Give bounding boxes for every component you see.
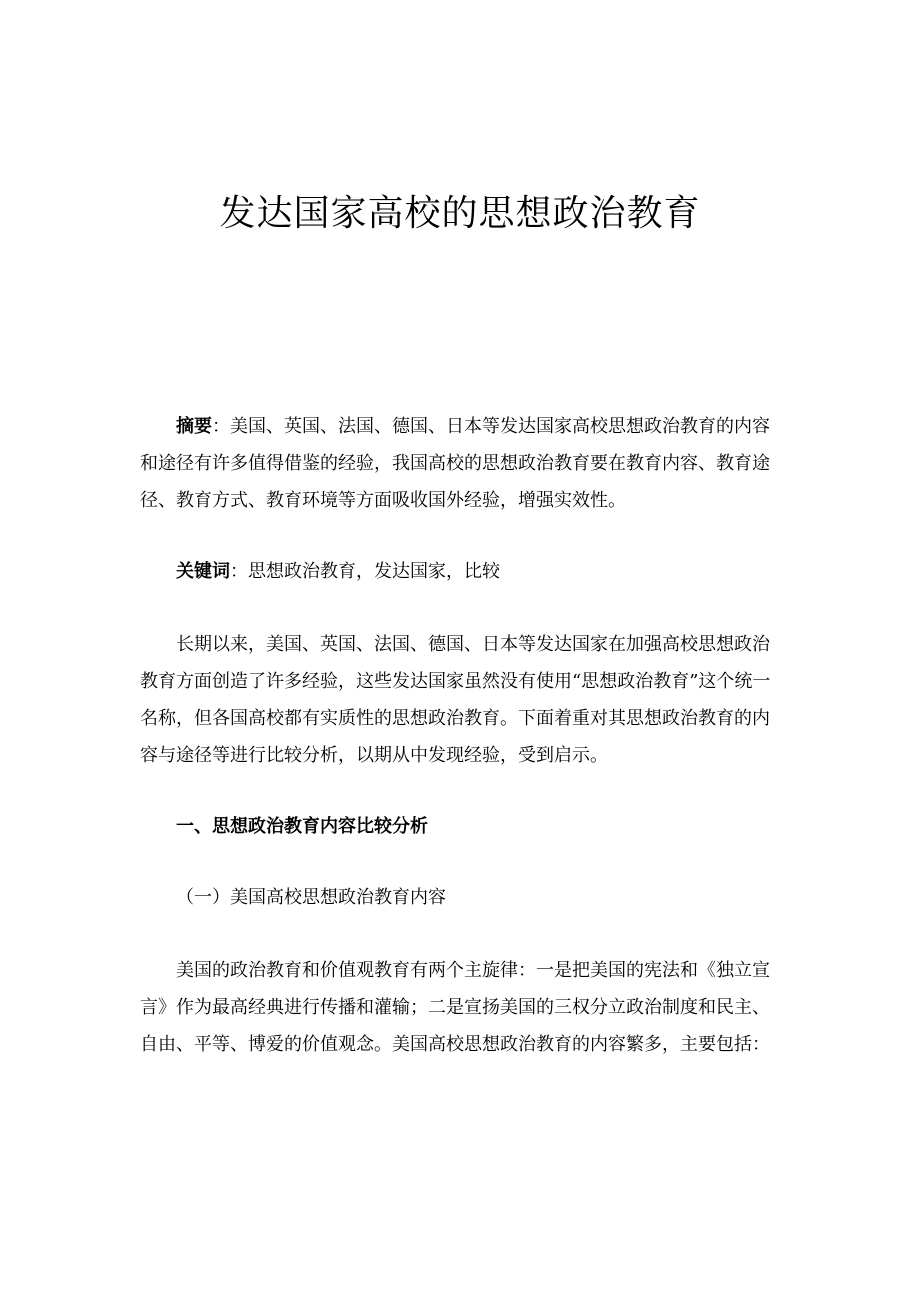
document-title: 发达国家高校的思想政治教育 bbox=[219, 193, 701, 234]
keywords-text: 思想政治教育，发达国家，比较 bbox=[248, 561, 500, 582]
abstract-text: 美国、英国、法国、德国、日本等发达国家高校思想政治教育的内容和途径有许多值得借鉴的经验，我国高校的思想政治教育要在教育内容、教育途径、教育方式、教育环境等方面吸收国外经验，增强实效性。 bbox=[140, 416, 770, 511]
abstract-label: 摘要 bbox=[176, 416, 212, 437]
keywords-label: 关键词 bbox=[176, 561, 230, 582]
abstract-colon: ： bbox=[212, 416, 230, 437]
abstract-paragraph bbox=[140, 408, 780, 519]
body-paragraph: 美国的政治教育和价值观教育有两个主旋律：一是把美国的宪法和《独立宣言》作为最高经典进行传播和灌输；二是宣扬美国的三权分立政治制度和民主、自由、平等、博爱的价值观念。美国高校思想政治教育的内容繁多，主要包括： bbox=[140, 960, 770, 1055]
intro-paragraph: 长期以来，美国、英国、法国、德国、日本等发达国家在加强高校思想政治教育方面创造了许多经验，这些发达国家虽然没有使用“思想政治教育”这个统一名称，但各国高校都有实质性的思想政治教育。下面着重对其思想政治教育的内容与途径等进行比较分析，以期从中发现经验，受到启示。 bbox=[140, 634, 771, 766]
keywords-paragraph bbox=[140, 553, 780, 590]
keywords-colon: ： bbox=[230, 561, 248, 582]
section-heading: 一、思想政治教育内容比较分析 bbox=[176, 816, 428, 837]
subsection-heading: （一）美国高校思想政治教育内容 bbox=[176, 887, 446, 908]
